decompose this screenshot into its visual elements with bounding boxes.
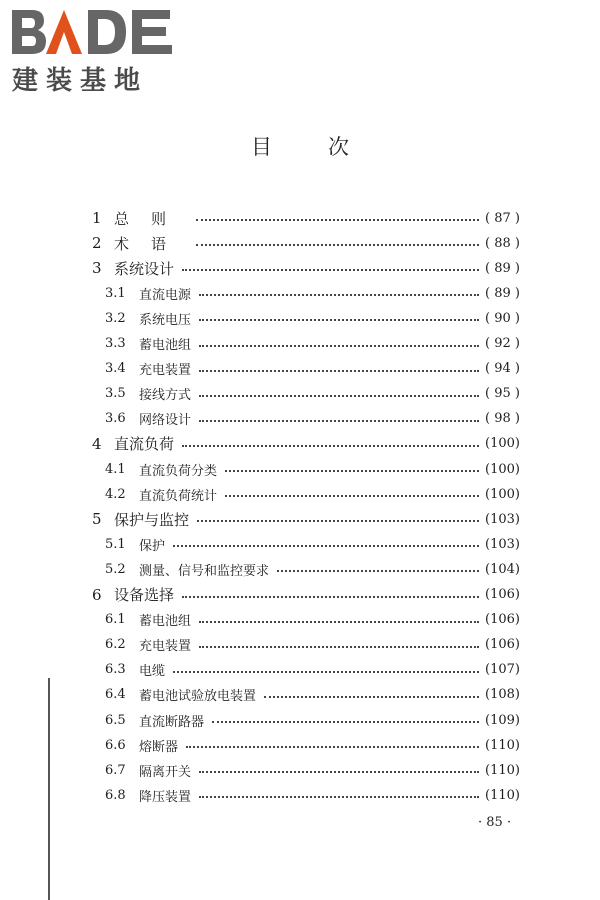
toc-entry[interactable] bbox=[105, 482, 520, 506]
toc-entry-label: 测量、信号和监控要求 bbox=[139, 563, 270, 579]
toc-entry-label: 保护与监控 bbox=[114, 510, 190, 529]
toc-entry[interactable] bbox=[105, 658, 520, 682]
toc-entry-label: 蓄电池组 bbox=[139, 338, 192, 353]
toc-entry-page: ( 87 ) bbox=[485, 210, 520, 226]
toc-entry[interactable] bbox=[105, 708, 520, 732]
toc-entry-number: 3.3 bbox=[105, 336, 126, 351]
toc-entry-page: ( 88 ) bbox=[485, 235, 520, 251]
toc-entry[interactable] bbox=[105, 758, 520, 782]
toc-entry-number: 4.2 bbox=[105, 486, 126, 502]
toc-entry-number: 5 bbox=[92, 510, 102, 529]
toc-leader-dots bbox=[186, 746, 479, 748]
toc-entry-page: (108) bbox=[485, 687, 520, 703]
toc-entry-page: (103) bbox=[485, 511, 520, 527]
toc-leader-dots bbox=[199, 370, 479, 372]
toc-entry-number: 2 bbox=[92, 234, 102, 253]
toc-leader-dots bbox=[199, 796, 479, 798]
toc-entry-number: 6.1 bbox=[105, 612, 126, 628]
toc-entry[interactable] bbox=[92, 432, 520, 456]
toc-entry-number: 3.2 bbox=[105, 310, 126, 326]
toc-entry-number: 6.4 bbox=[105, 687, 126, 703]
toc-leader-dots bbox=[182, 445, 479, 447]
toc-entry-label: 直流断路器 bbox=[139, 714, 205, 730]
toc-entry-page: (109) bbox=[485, 712, 520, 728]
toc-leader-dots bbox=[199, 294, 479, 296]
toc-entry-number: 3.4 bbox=[105, 361, 126, 377]
toc-entry-page: (106) bbox=[485, 637, 520, 653]
toc-entry-label: 蓄电池试验放电装置 bbox=[139, 689, 257, 705]
toc-entry-number: 6.2 bbox=[105, 637, 126, 653]
toc-leader-dots bbox=[199, 771, 479, 773]
toc-entry[interactable] bbox=[92, 206, 520, 230]
toc-entry-page: (106) bbox=[485, 612, 520, 628]
toc-entry-label: 设备选择 bbox=[114, 586, 175, 604]
bade-logo-graphic bbox=[10, 6, 180, 66]
toc-entry-page: ( 94 ) bbox=[485, 361, 520, 377]
toc-entry-number: 6.5 bbox=[105, 712, 126, 728]
toc-entry[interactable] bbox=[105, 332, 520, 356]
toc-entry-label: 术语 bbox=[114, 234, 189, 253]
toc-leader-dots bbox=[212, 721, 479, 723]
toc-entry-number: 5.2 bbox=[105, 561, 126, 577]
toc-entry[interactable] bbox=[105, 633, 520, 657]
toc-entry[interactable] bbox=[92, 231, 520, 255]
toc-entry-label: 直流负荷统计 bbox=[139, 488, 218, 504]
toc-entry-number: 3.6 bbox=[105, 411, 126, 427]
toc-entry-page: ( 98 ) bbox=[485, 411, 520, 427]
toc-entry-page: ( 89 ) bbox=[485, 260, 520, 276]
toc-entry-number: 4.1 bbox=[105, 461, 126, 477]
toc-entry-page: (110) bbox=[485, 737, 520, 753]
toc-entry-label: 充电装置 bbox=[139, 363, 192, 379]
toc-entry-number: 5.1 bbox=[105, 536, 126, 552]
logo-subtitle: 建装基地 bbox=[12, 66, 149, 96]
toc-entry[interactable] bbox=[92, 507, 520, 531]
page-title: 目次 bbox=[251, 135, 405, 159]
toc-entry-page: (110) bbox=[485, 787, 520, 803]
toc-leader-dots bbox=[264, 696, 479, 698]
toc-entry-label: 系统电压 bbox=[139, 312, 192, 328]
toc-entry-label: 保护 bbox=[139, 538, 166, 554]
toc-entry[interactable] bbox=[105, 382, 520, 406]
toc-entry-label: 直流电源 bbox=[139, 287, 192, 303]
toc-leader-dots bbox=[225, 495, 479, 497]
toc-entry-label: 系统设计 bbox=[114, 259, 175, 278]
toc-entry[interactable] bbox=[105, 783, 520, 807]
page-number: · 85 · bbox=[478, 815, 512, 830]
toc-entry[interactable] bbox=[105, 357, 520, 381]
toc-leader-dots bbox=[197, 520, 479, 522]
toc-entry-label: 充电装置 bbox=[139, 639, 192, 655]
toc-entry[interactable] bbox=[92, 256, 520, 280]
toc-entry[interactable] bbox=[105, 457, 520, 481]
toc-entry-page: (106) bbox=[485, 587, 520, 602]
toc-entry-page: ( 92 ) bbox=[485, 336, 520, 351]
toc-leader-dots bbox=[199, 621, 479, 623]
toc-entry[interactable] bbox=[105, 407, 520, 431]
toc-entry-number: 3.1 bbox=[105, 285, 126, 301]
toc-leader-dots bbox=[199, 420, 479, 422]
toc-entry-page: (100) bbox=[485, 436, 520, 452]
toc-entry[interactable] bbox=[105, 557, 520, 581]
toc-entry-label: 总则 bbox=[114, 209, 189, 228]
binding-line bbox=[48, 678, 50, 900]
toc-entry-number: 6 bbox=[92, 585, 102, 604]
toc-entry[interactable] bbox=[105, 608, 520, 632]
toc-entry-number: 4 bbox=[92, 434, 102, 453]
toc-entry-page: (110) bbox=[485, 762, 520, 778]
toc-entry-page: (107) bbox=[485, 662, 520, 678]
toc-leader-dots bbox=[225, 470, 479, 472]
toc-entry-label: 蓄电池组 bbox=[139, 614, 192, 630]
toc-entry-page: (100) bbox=[485, 461, 520, 477]
toc-leader-dots bbox=[182, 269, 479, 271]
toc-entry-label: 直流负荷 bbox=[114, 435, 175, 454]
toc-entry-label: 直流负荷分类 bbox=[139, 463, 218, 479]
toc-leader-dots bbox=[199, 395, 479, 397]
toc-entry-number: 1 bbox=[92, 209, 102, 227]
toc-entry-number: 6.6 bbox=[105, 737, 126, 753]
toc-entry-label: 网络设计 bbox=[139, 413, 192, 429]
toc-leader-dots bbox=[199, 646, 479, 648]
toc-entry-page: ( 95 ) bbox=[485, 386, 520, 402]
toc-entry[interactable] bbox=[105, 306, 520, 330]
toc-leader-dots bbox=[199, 319, 479, 321]
toc-entry-number: 3 bbox=[92, 259, 102, 278]
toc-leader-dots bbox=[199, 345, 479, 347]
toc-leader-dots bbox=[173, 671, 479, 673]
toc-entry-label: 接线方式 bbox=[139, 388, 192, 404]
toc-entry[interactable] bbox=[105, 683, 520, 707]
toc-entry-number: 6.3 bbox=[105, 662, 126, 678]
toc-entry-page: (104) bbox=[485, 561, 520, 577]
toc-entry-number: 6.7 bbox=[105, 762, 126, 778]
toc-entry-number: 6.8 bbox=[105, 787, 126, 803]
toc-entry-label: 熔断器 bbox=[139, 739, 179, 755]
toc-entry-label: 隔离开关 bbox=[139, 764, 192, 780]
toc-leader-dots bbox=[173, 545, 479, 547]
toc-entry-page: ( 89 ) bbox=[485, 285, 520, 301]
toc-entry[interactable] bbox=[92, 583, 520, 607]
toc-entry-page: (103) bbox=[485, 536, 520, 552]
toc-leader-dots bbox=[196, 219, 479, 221]
toc-leader-dots bbox=[182, 596, 479, 598]
toc-entry-page: ( 90 ) bbox=[485, 310, 520, 326]
toc-entry-label: 降压装置 bbox=[139, 789, 192, 805]
toc-entry-page: (100) bbox=[485, 486, 520, 502]
toc-entry-label: 电缆 bbox=[139, 664, 166, 680]
toc-leader-dots bbox=[277, 570, 479, 572]
toc-entry[interactable] bbox=[105, 532, 520, 556]
toc-entry[interactable] bbox=[105, 733, 520, 757]
toc-leader-dots bbox=[196, 244, 479, 246]
toc-entry-number: 3.5 bbox=[105, 386, 126, 402]
toc-entry[interactable] bbox=[105, 281, 520, 305]
